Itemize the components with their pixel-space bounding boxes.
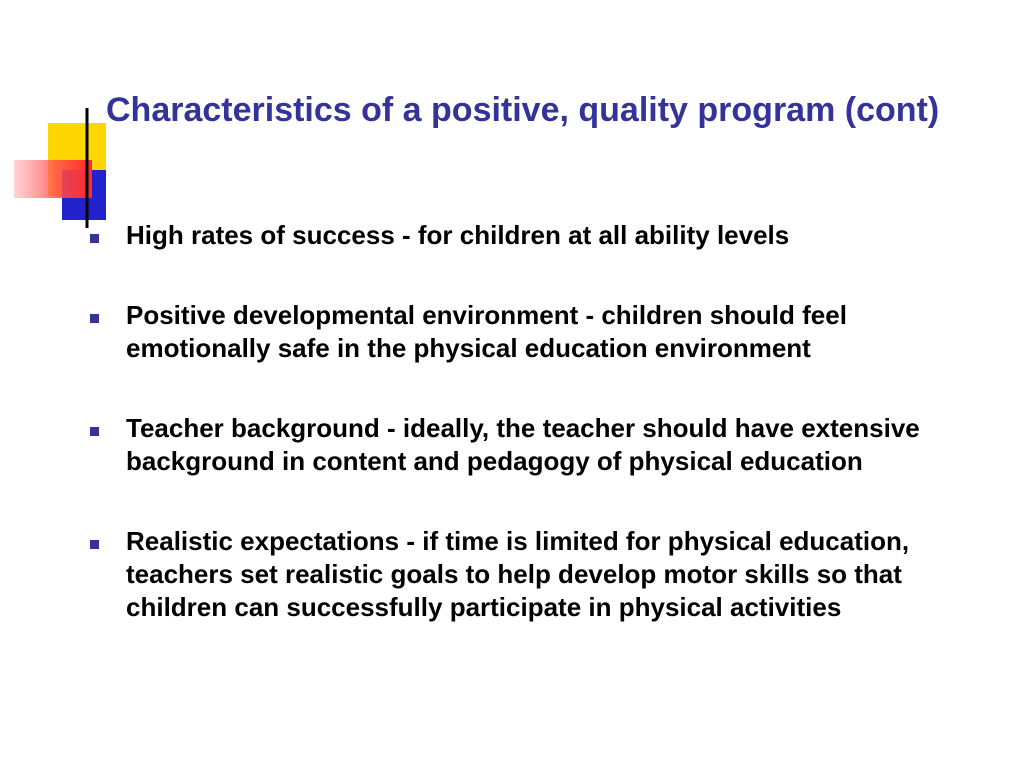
deco-red-bar	[14, 160, 92, 198]
bullet-item	[88, 525, 948, 624]
square-bullet-icon	[90, 234, 99, 243]
square-bullet-icon	[90, 314, 99, 323]
bullet-item	[88, 299, 948, 365]
bullet-list	[88, 219, 948, 624]
square-bullet-icon	[90, 427, 99, 436]
bullet-item	[88, 219, 948, 252]
bullet-text: Positive developmental environment - children should feel emotionally safe in the physical education environment	[126, 300, 847, 363]
bullet-item	[88, 412, 948, 478]
bullet-text: Realistic expectations - if time is limited for physical education, teachers set realistic goals to help develop motor skills so that children can successfully participate in physical activities	[126, 526, 910, 622]
square-bullet-icon	[90, 540, 99, 549]
bullet-text: High rates of success - for children at all ability levels	[126, 220, 790, 250]
bullet-text: Teacher background - ideally, the teacher should have extensive background in content and pedagogy of physical education	[126, 413, 920, 476]
slide-title: Characteristics of a positive, quality program (cont)	[106, 91, 940, 129]
